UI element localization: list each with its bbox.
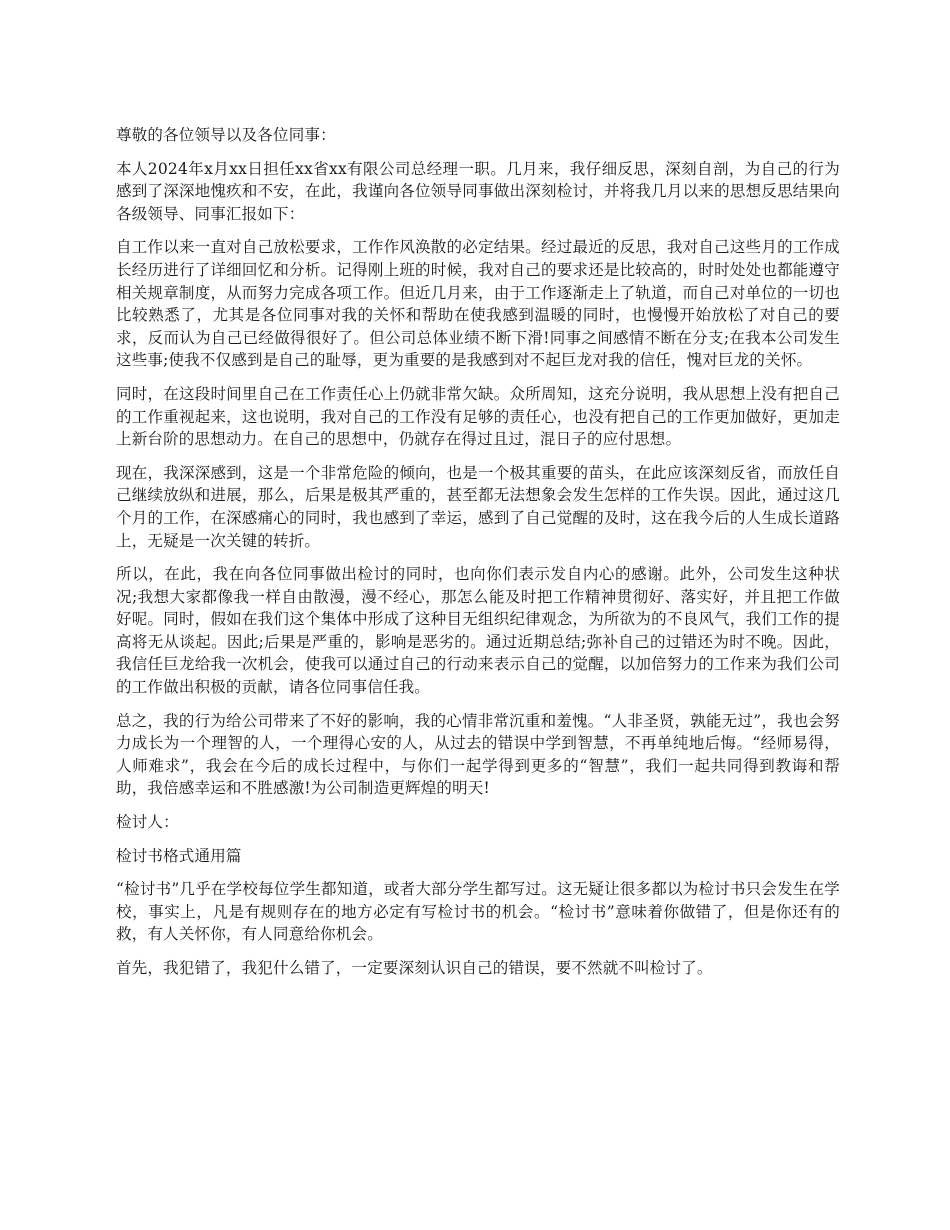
paragraph-realization: 现在，我深深感到，这是一个非常危险的倾向，也是一个极其重要的苗头，在此应该深刻反省，而放任自己继续放纵和进展，那么，后果是极其严重的，甚至都无法想象会发生怎样的工作失误。因此，通过这几个月的工作，在深感痛心的同时，我也感到了幸运，感到了自己觉醒的及时，这在我今后的人生成长道路上，无疑是一次关键的转折。 [116, 463, 840, 550]
document-body [116, 124, 840, 991]
paragraph-first-point: 首先，我犯错了，我犯什么错了，一定要深刻认识自己的错误，要不然就不叫检讨了。 [116, 959, 713, 977]
section-heading: 检讨书格式通用篇 [116, 846, 242, 865]
greeting: 尊敬的各位领导以及各位同事： [116, 126, 336, 144]
paragraph-appointment: 本人2024年x月xx日担任xx省xx有限公司总经理一职。几月来，我仔细反思，深刻自剖，为自己的行为感到了深深地愧疚和不安，在此，我谨向各位领导同事做出深刻检讨，并将我几月以来的思想反思结果向各级领导、同事汇报如下： [116, 159, 840, 223]
paragraph-self-reflection: 自工作以来一直对自己放松要求，工作作风涣散的必定结果。经过最近的反思，我对自己这些月的工作成长经历进行了详细回忆和分析。记得刚上班的时候，我对自己的要求还是比较高的，时时处处也都能遵守相关规章制度，从而努力完成各项工作。但近几月来，由于工作逐渐走上了轨道，而自己对单位的一切也比较熟悉了，尤其是各位同事对我的关怀和帮助在使我感到温暖的同时，也慢慢开始放松了对自己的要求，反而认为自己已经做得很好了。但公司总体业绩不断下滑!同事之间感情不断在分支;在我本公司发生这些事;使我不仅感到是自己的耻辱，更为重要的是我感到对不起巨龙对我的信任，愧对巨龙的关怀。 [116, 238, 840, 370]
paragraph-gratitude: 所以，在此，我在向各位同事做出检讨的同时，也向你们表示发自内心的感谢。此外，公司发生这种状况;我想大家都像我一样自由散漫，漫不经心，那怎么能及时把工作精神贯彻好、落实好，并且把工作做好呢。同时，假如在我们这个集体中形成了这种目无组织纪律观念，为所欲为的不良风气，我们工作的提高将无从谈起。因此;后果是严重的，影响是恶劣的。通过近期总结;弥补自己的过错还为时不晚。因此，我信任巨龙给我一次机会，使我可以通过自己的行动来表示自己的觉醒，以加倍努力的工作来为我们公司的工作做出积极的贡献，请各位同事信任我。 [116, 565, 840, 697]
paragraph-intro: “检讨书”几乎在学校每位学生都知道，或者大部分学生都写过。这无疑让很多都以为检讨书只会发生在学校，事实上，凡是有规则存在的地方必定有写检讨书的机会。“检讨书”意味着你做错了，但是你还有的救，有人关怀你，有人同意给你机会。 [116, 880, 840, 944]
paragraph-responsibility: 同时，在这段时间里自己在工作责任心上仍就非常欠缺。众所周知，这充分说明，我从思想上没有把自己的工作重视起来，这也说明，我对自己的工作没有足够的责任心，也没有把自己的工作更加做好，更加走上新台阶的思想动力。在自己的思想中，仍就存在得过且过，混日子的应付思想。 [116, 384, 840, 449]
signature-line: 检讨人： [116, 813, 179, 832]
paragraph-conclusion: 总之，我的行为给公司带来了不好的影响，我的心情非常沉重和羞愧。“人非圣贤，孰能无过”，我也会努力成长为一个理智的人，一个理得心安的人，从过去的错误中学到智慧，不再单纯地后悔。“经师易得，人师难求”，我会在今后的成长过程中，与你们一起学得到更多的“智慧”，我们一起共同得到教诲和帮助，我倍感幸运和不胜感激!为公司制造更辉煌的明天! [116, 711, 840, 798]
